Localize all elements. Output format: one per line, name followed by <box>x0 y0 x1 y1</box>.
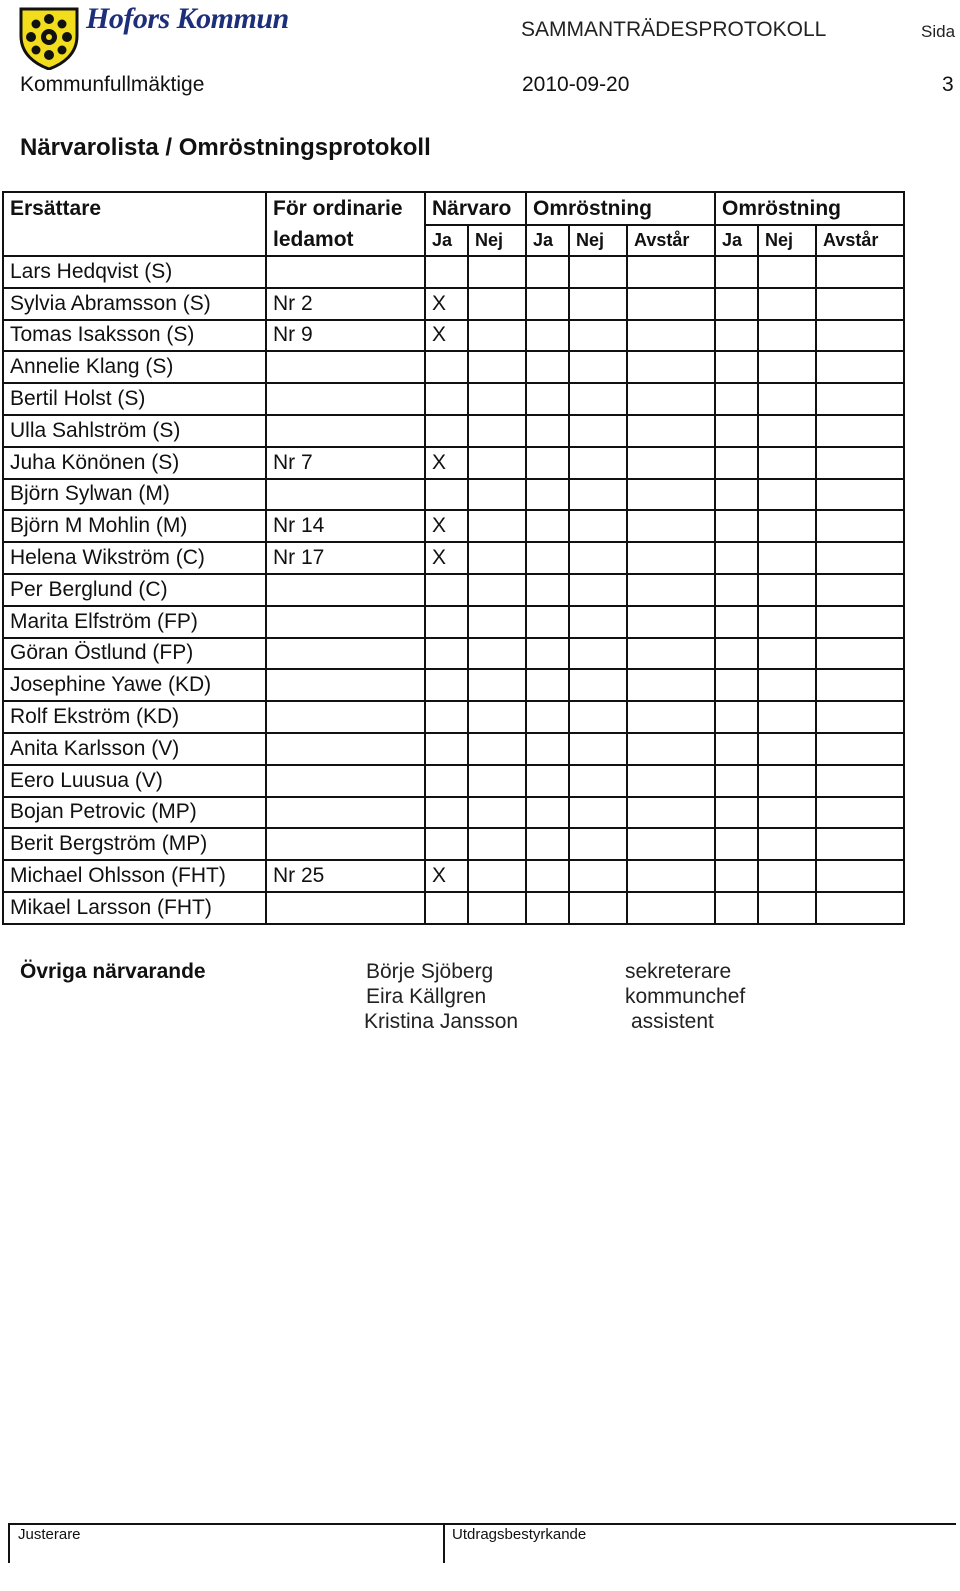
vote2-nej-cell <box>758 765 816 797</box>
vote2-nej-cell <box>758 733 816 765</box>
substitute-name: Rolf Ekström (KD) <box>3 701 266 733</box>
vote1-nej-cell <box>569 638 627 670</box>
vote1-nej-cell <box>569 574 627 606</box>
vote2-ja-cell <box>715 669 758 701</box>
for-ordinarie-cell <box>266 415 425 447</box>
vote1-ja-cell <box>526 828 569 860</box>
table-row <box>3 797 904 829</box>
table-row <box>3 892 904 924</box>
vote1-nej-cell <box>569 447 627 479</box>
vote1-avstar-cell <box>627 860 715 892</box>
vote2-ja-cell <box>715 638 758 670</box>
vote2-ja-cell <box>715 701 758 733</box>
table-row <box>3 479 904 511</box>
vote2-avstar-cell <box>816 383 904 415</box>
vote1-nej-cell <box>569 860 627 892</box>
vote1-avstar-cell <box>627 510 715 542</box>
table-header-row <box>3 192 904 225</box>
for-ordinarie-cell <box>266 383 425 415</box>
vote2-avstar-cell <box>816 669 904 701</box>
vote1-avstar-cell <box>627 606 715 638</box>
narvaro-nej-cell <box>468 351 526 383</box>
vote1-ja-cell <box>526 510 569 542</box>
vote1-avstar-cell <box>627 828 715 860</box>
narvaro-nej-cell <box>468 383 526 415</box>
subheader-vote1-ja: Ja <box>526 225 569 256</box>
substitute-name: Björn Sylwan (M) <box>3 479 266 511</box>
vote1-ja-cell <box>526 701 569 733</box>
for-ordinarie-cell: Nr 7 <box>266 447 425 479</box>
table-row <box>3 256 904 288</box>
vote1-nej-cell <box>569 542 627 574</box>
table-row <box>3 701 904 733</box>
vote1-nej-cell <box>569 892 627 924</box>
header-omrostning-1: Omröstning <box>526 192 715 225</box>
footer-justerare: Justerare <box>18 1526 81 1543</box>
others-person-role: assistent <box>631 1010 714 1033</box>
narvaro-ja-cell <box>425 701 468 733</box>
narvaro-ja-cell <box>425 892 468 924</box>
vote2-nej-cell <box>758 828 816 860</box>
vote1-ja-cell <box>526 383 569 415</box>
narvaro-nej-cell <box>468 669 526 701</box>
header-ersattare-cont <box>3 225 266 256</box>
table-row <box>3 606 904 638</box>
vote2-ja-cell <box>715 415 758 447</box>
vote1-nej-cell <box>569 765 627 797</box>
vote1-ja-cell <box>526 320 569 352</box>
table-row <box>3 510 904 542</box>
footer-utdragsbestyrkande: Utdragsbestyrkande <box>452 1526 587 1543</box>
vote2-avstar-cell <box>816 701 904 733</box>
table-row <box>3 542 904 574</box>
table-row <box>3 415 904 447</box>
narvaro-nej-cell <box>468 415 526 447</box>
narvaro-ja-cell <box>425 606 468 638</box>
for-ordinarie-cell: Nr 2 <box>266 288 425 320</box>
narvaro-nej-cell <box>468 733 526 765</box>
narvaro-ja-cell <box>425 638 468 670</box>
vote2-avstar-cell <box>816 479 904 511</box>
vote2-ja-cell <box>715 447 758 479</box>
vote2-nej-cell <box>758 320 816 352</box>
vote1-nej-cell <box>569 256 627 288</box>
vote1-avstar-cell <box>627 479 715 511</box>
table-row <box>3 320 904 352</box>
vote1-avstar-cell <box>627 415 715 447</box>
narvaro-ja-cell: X <box>425 542 468 574</box>
header-for-ordinarie: För ordinarie <box>266 192 425 225</box>
vote1-nej-cell <box>569 320 627 352</box>
vote1-nej-cell <box>569 733 627 765</box>
narvaro-ja-cell <box>425 797 468 829</box>
substitute-name: Michael Ohlsson (FHT) <box>3 860 266 892</box>
vote2-avstar-cell <box>816 606 904 638</box>
vote1-avstar-cell <box>627 701 715 733</box>
substitute-name: Mikael Larsson (FHT) <box>3 892 266 924</box>
substitute-name: Helena Wikström (C) <box>3 542 266 574</box>
table-row <box>3 828 904 860</box>
vote1-nej-cell <box>569 288 627 320</box>
narvaro-ja-cell <box>425 256 468 288</box>
header-ersattare: Ersättare <box>3 192 266 225</box>
vote2-nej-cell <box>758 669 816 701</box>
vote2-avstar-cell <box>816 542 904 574</box>
substitute-name: Eero Luusua (V) <box>3 765 266 797</box>
vote2-ja-cell <box>715 320 758 352</box>
vote1-nej-cell <box>569 669 627 701</box>
vote1-avstar-cell <box>627 351 715 383</box>
table-row <box>3 574 904 606</box>
vote1-ja-cell <box>526 351 569 383</box>
subheader-narvaro-nej: Nej <box>468 225 526 256</box>
vote1-ja-cell <box>526 892 569 924</box>
substitute-name: Annelie Klang (S) <box>3 351 266 383</box>
vote2-nej-cell <box>758 447 816 479</box>
vote1-avstar-cell <box>627 892 715 924</box>
for-ordinarie-cell <box>266 797 425 829</box>
for-ordinarie-cell <box>266 828 425 860</box>
table-row <box>3 288 904 320</box>
others-person-role: sekreterare <box>625 960 732 983</box>
narvaro-nej-cell <box>468 797 526 829</box>
header-narvaro: Närvaro <box>425 192 526 225</box>
vote1-ja-cell <box>526 256 569 288</box>
substitute-name: Sylvia Abramsson (S) <box>3 288 266 320</box>
substitute-name: Lars Hedqvist (S) <box>3 256 266 288</box>
vote2-ja-cell <box>715 510 758 542</box>
vote1-nej-cell <box>569 828 627 860</box>
vote1-nej-cell <box>569 383 627 415</box>
narvaro-nej-cell <box>468 256 526 288</box>
vote1-nej-cell <box>569 415 627 447</box>
for-ordinarie-cell <box>266 574 425 606</box>
narvaro-ja-cell: X <box>425 288 468 320</box>
for-ordinarie-cell <box>266 606 425 638</box>
narvaro-ja-cell: X <box>425 510 468 542</box>
substitute-name: Ulla Sahlström (S) <box>3 415 266 447</box>
vote2-nej-cell <box>758 606 816 638</box>
narvaro-nej-cell <box>468 638 526 670</box>
subheader-vote1-nej: Nej <box>569 225 627 256</box>
narvaro-nej-cell <box>468 701 526 733</box>
vote1-avstar-cell <box>627 574 715 606</box>
vote1-avstar-cell <box>627 638 715 670</box>
vote1-avstar-cell <box>627 733 715 765</box>
vote1-avstar-cell <box>627 320 715 352</box>
table-row <box>3 733 904 765</box>
subheader-vote1-avstar: Avstår <box>627 225 715 256</box>
vote1-avstar-cell <box>627 542 715 574</box>
vote2-ja-cell <box>715 606 758 638</box>
vote1-avstar-cell <box>627 447 715 479</box>
page-title: Närvarolista / Omröstningsprotokoll <box>20 134 431 161</box>
hofors-coat-of-arms-icon <box>18 6 80 70</box>
narvaro-nej-cell <box>468 288 526 320</box>
others-person-role: kommunchef <box>625 985 746 1008</box>
table-subheader-row <box>3 225 904 256</box>
table-row <box>3 669 904 701</box>
header-ledamot: ledamot <box>266 225 425 256</box>
vote2-ja-cell <box>715 288 758 320</box>
vote1-avstar-cell <box>627 256 715 288</box>
vote1-avstar-cell <box>627 669 715 701</box>
for-ordinarie-cell <box>266 892 425 924</box>
vote2-ja-cell <box>715 860 758 892</box>
for-ordinarie-cell <box>266 733 425 765</box>
footer-divider <box>8 1523 956 1525</box>
meeting-date: 2010-09-20 <box>522 73 630 96</box>
narvaro-nej-cell <box>468 606 526 638</box>
vote2-ja-cell <box>715 765 758 797</box>
subheader-vote2-nej: Nej <box>758 225 816 256</box>
vote1-avstar-cell <box>627 288 715 320</box>
for-ordinarie-cell <box>266 351 425 383</box>
footer-divider <box>443 1523 445 1563</box>
vote2-avstar-cell <box>816 256 904 288</box>
page-number: 3 <box>942 73 954 96</box>
narvaro-nej-cell <box>468 892 526 924</box>
narvaro-ja-cell <box>425 383 468 415</box>
vote1-ja-cell <box>526 447 569 479</box>
others-person-name: Kristina Jansson <box>364 1010 519 1033</box>
vote2-nej-cell <box>758 351 816 383</box>
page-label: Sida <box>921 22 956 41</box>
vote2-avstar-cell <box>816 415 904 447</box>
narvaro-ja-cell <box>425 415 468 447</box>
subheader-vote2-avstar: Avstår <box>816 225 904 256</box>
narvaro-nej-cell <box>468 542 526 574</box>
narvaro-ja-cell <box>425 479 468 511</box>
for-ordinarie-cell: Nr 9 <box>266 320 425 352</box>
vote1-avstar-cell <box>627 765 715 797</box>
substitute-name: Berit Bergström (MP) <box>3 828 266 860</box>
header-omrostning-2: Omröstning <box>715 192 904 225</box>
substitute-name: Per Berglund (C) <box>3 574 266 606</box>
substitute-name: Bertil Holst (S) <box>3 383 266 415</box>
vote1-nej-cell <box>569 797 627 829</box>
vote1-ja-cell <box>526 574 569 606</box>
for-ordinarie-cell <box>266 638 425 670</box>
table-row <box>3 860 904 892</box>
vote2-nej-cell <box>758 701 816 733</box>
for-ordinarie-cell <box>266 256 425 288</box>
vote1-nej-cell <box>569 701 627 733</box>
vote2-avstar-cell <box>816 447 904 479</box>
table-row <box>3 638 904 670</box>
vote1-ja-cell <box>526 288 569 320</box>
vote2-ja-cell <box>715 542 758 574</box>
vote2-ja-cell <box>715 383 758 415</box>
vote2-avstar-cell <box>816 288 904 320</box>
vote1-nej-cell <box>569 606 627 638</box>
vote2-avstar-cell <box>816 510 904 542</box>
for-ordinarie-cell <box>266 765 425 797</box>
narvaro-ja-cell: X <box>425 320 468 352</box>
vote2-ja-cell <box>715 733 758 765</box>
vote2-nej-cell <box>758 415 816 447</box>
vote2-ja-cell <box>715 479 758 511</box>
narvaro-nej-cell <box>468 828 526 860</box>
narvaro-nej-cell <box>468 479 526 511</box>
narvaro-nej-cell <box>468 860 526 892</box>
vote2-avstar-cell <box>816 351 904 383</box>
vote2-avstar-cell <box>816 765 904 797</box>
vote1-nej-cell <box>569 351 627 383</box>
vote2-avstar-cell <box>816 828 904 860</box>
table-row <box>3 765 904 797</box>
substitute-name: Anita Karlsson (V) <box>3 733 266 765</box>
vote2-ja-cell <box>715 828 758 860</box>
narvaro-nej-cell <box>468 765 526 797</box>
vote1-ja-cell <box>526 542 569 574</box>
others-present-label: Övriga närvarande <box>20 960 206 983</box>
table-row <box>3 351 904 383</box>
vote2-avstar-cell <box>816 320 904 352</box>
vote1-avstar-cell <box>627 383 715 415</box>
for-ordinarie-cell <box>266 479 425 511</box>
vote2-avstar-cell <box>816 733 904 765</box>
vote1-nej-cell <box>569 479 627 511</box>
narvaro-nej-cell <box>468 447 526 479</box>
vote1-nej-cell <box>569 510 627 542</box>
narvaro-ja-cell <box>425 669 468 701</box>
document-type: SAMMANTRÄDESPROTOKOLL <box>521 18 827 41</box>
vote2-avstar-cell <box>816 638 904 670</box>
vote2-avstar-cell <box>816 860 904 892</box>
vote2-nej-cell <box>758 510 816 542</box>
for-ordinarie-cell: Nr 14 <box>266 510 425 542</box>
narvaro-nej-cell <box>468 510 526 542</box>
subheader-narvaro-ja: Ja <box>425 225 468 256</box>
vote1-ja-cell <box>526 797 569 829</box>
vote1-ja-cell <box>526 479 569 511</box>
substitute-name: Tomas Isaksson (S) <box>3 320 266 352</box>
narvaro-ja-cell <box>425 574 468 606</box>
narvaro-ja-cell: X <box>425 447 468 479</box>
attendance-table <box>2 191 905 925</box>
vote2-nej-cell <box>758 383 816 415</box>
table-row <box>3 383 904 415</box>
substitute-name: Göran Östlund (FP) <box>3 638 266 670</box>
for-ordinarie-cell: Nr 25 <box>266 860 425 892</box>
for-ordinarie-cell: Nr 17 <box>266 542 425 574</box>
narvaro-ja-cell <box>425 765 468 797</box>
brand-name: Hofors Kommun <box>86 2 289 35</box>
substitute-name: Bojan Petrovic (MP) <box>3 797 266 829</box>
vote1-ja-cell <box>526 606 569 638</box>
vote2-nej-cell <box>758 797 816 829</box>
vote1-ja-cell <box>526 415 569 447</box>
substitute-name: Josephine Yawe (KD) <box>3 669 266 701</box>
vote2-ja-cell <box>715 892 758 924</box>
vote2-ja-cell <box>715 797 758 829</box>
vote2-ja-cell <box>715 351 758 383</box>
vote1-ja-cell <box>526 669 569 701</box>
others-person-name: Börje Sjöberg <box>366 960 494 983</box>
vote2-ja-cell <box>715 574 758 606</box>
vote2-nej-cell <box>758 542 816 574</box>
narvaro-ja-cell <box>425 733 468 765</box>
vote2-avstar-cell <box>816 797 904 829</box>
narvaro-nej-cell <box>468 574 526 606</box>
vote1-ja-cell <box>526 638 569 670</box>
substitute-name: Juha Könönen (S) <box>3 447 266 479</box>
vote2-avstar-cell <box>816 892 904 924</box>
subheader-vote2-ja: Ja <box>715 225 758 256</box>
vote1-ja-cell <box>526 733 569 765</box>
others-person-name: Eira Källgren <box>366 985 487 1008</box>
table-row <box>3 447 904 479</box>
vote2-ja-cell <box>715 256 758 288</box>
vote2-nej-cell <box>758 479 816 511</box>
for-ordinarie-cell <box>266 701 425 733</box>
vote1-ja-cell <box>526 765 569 797</box>
narvaro-ja-cell <box>425 351 468 383</box>
vote2-nej-cell <box>758 288 816 320</box>
vote1-ja-cell <box>526 860 569 892</box>
footer-divider <box>8 1523 10 1563</box>
vote2-nej-cell <box>758 256 816 288</box>
vote2-nej-cell <box>758 574 816 606</box>
vote2-nej-cell <box>758 892 816 924</box>
narvaro-ja-cell: X <box>425 860 468 892</box>
substitute-name: Björn M Mohlin (M) <box>3 510 266 542</box>
vote1-avstar-cell <box>627 797 715 829</box>
vote2-nej-cell <box>758 860 816 892</box>
narvaro-ja-cell <box>425 828 468 860</box>
narvaro-nej-cell <box>468 320 526 352</box>
for-ordinarie-cell <box>266 669 425 701</box>
vote2-avstar-cell <box>816 574 904 606</box>
substitute-name: Marita Elfström (FP) <box>3 606 266 638</box>
vote2-nej-cell <box>758 638 816 670</box>
committee-name: Kommunfullmäktige <box>20 73 205 96</box>
